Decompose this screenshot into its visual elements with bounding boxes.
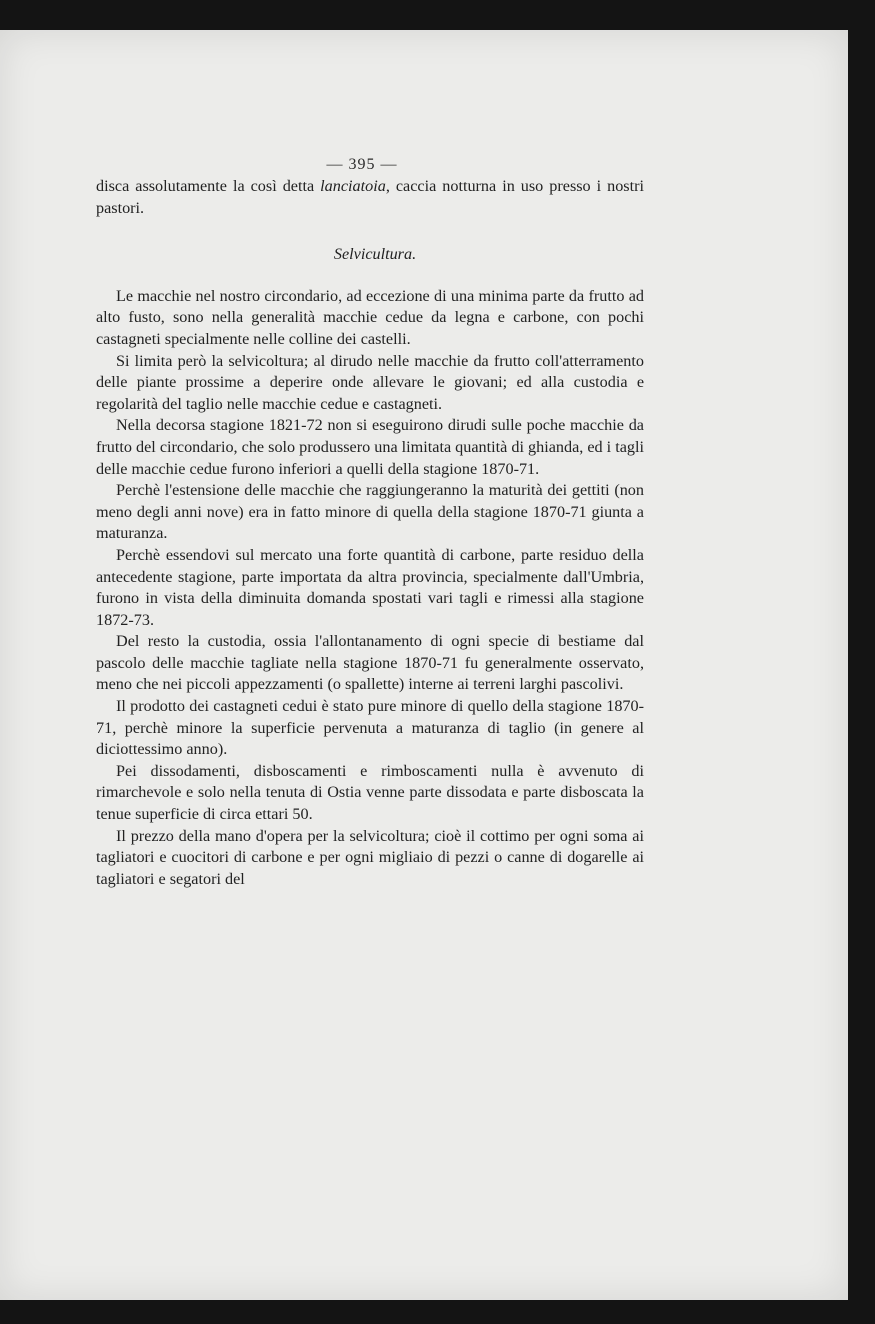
paragraph-8: Pei dissodamenti, disboscamenti e rimboscamenti nulla è avvenuto di rimarchevole e solo nella tenuta di Ostia venne parte dissodata e parte disboscata la tenue superficie di circa ettari 50. bbox=[96, 761, 644, 824]
paragraph-9: Il prezzo della mano d'opera per la selvicoltura; cioè il cottimo per ogni soma ai tagliatori e cuocitori di carbone e per ogni migliaio di pezzi o canne di dogarelle ai tagliatori e segatori del bbox=[96, 826, 644, 888]
opening-text: disca assolutamente la così detta bbox=[96, 177, 321, 195]
body-text bbox=[96, 176, 644, 890]
paragraph-5: Perchè essendovi sul mercato una forte quantità di carbone, parte residuo della antecedente stagione, parte importata da altra provincia, specialmente dall'Umbria, furono in vista della diminuita domanda spostati vari tagli e rimessi alla stagione 1872-73. bbox=[96, 545, 644, 629]
paragraph-3: Nella decorsa stagione 1821-72 non si eseguirono dirudi sulle poche macchie da frutto del circondario, che solo produssero una limitata quantità di ghianda, ed i tagli delle macchie cedue furono inferiori a quelli della stagione 1870-71. bbox=[96, 416, 644, 478]
opening-text-end: , caccia notturna in uso presso i nostri pastori. bbox=[96, 177, 644, 217]
paragraph-2: Si limita però la selvicoltura; al dirudo nelle macchie da frutto coll'atterramento delle piante prossime a deperire onde allevare le giovani; ed alla custodia e regolarità del taglio nelle macchie cedue e castagneti. bbox=[96, 351, 644, 413]
opening-italic-term: lanciatoia bbox=[320, 177, 386, 195]
paragraph-6: Del resto la custodia, ossia l'allontanamento di ogni specie di bestiame dal pascolo delle macchie tagliate nella stagione 1870-71 fu generalmente osservato, meno che nei piccoli appezzamenti (o spallette) interne ai terreni larghi pascolivi. bbox=[96, 632, 644, 694]
paragraph-4: Perchè l'estensione delle macchie che raggiungeranno la maturità dei gettiti (non meno degli anni nove) era in fatto minore di quella della stagione 1870-71 giunta a maturanza. bbox=[96, 481, 644, 543]
page-number: — 395 — bbox=[326, 156, 398, 173]
opening-paragraph bbox=[96, 176, 644, 219]
section-title: Selvicultura. bbox=[333, 245, 417, 264]
paragraph-7: Il prodotto dei castagneti cedui è stato pure minore di quello della stagione 1870-71, perchè minore la superficie pervenuta a maturanza di taglio (in genere al diciottessimo anno). bbox=[96, 697, 644, 759]
book-page bbox=[0, 30, 848, 1300]
paragraph-1: Le macchie nel nostro circondario, ad eccezione di una minima parte da frutto ad alto fusto, sono nella generalità macchie cedue da legna e carbone, con pochi castagneti specialmente nelle colline dei castelli. bbox=[96, 286, 644, 348]
